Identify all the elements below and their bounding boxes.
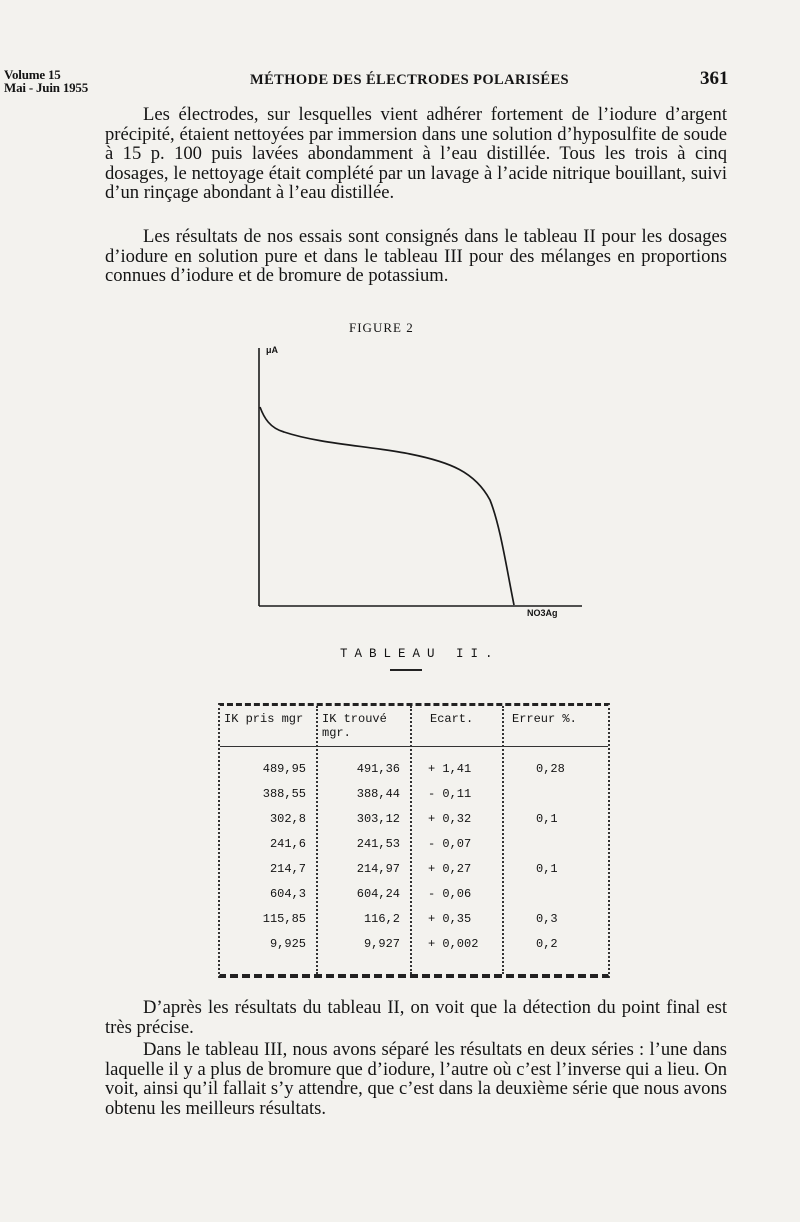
- table-cell: 116,2: [363, 912, 400, 926]
- table-cell: 241,53: [356, 837, 400, 851]
- header-ik-trouve: IK trouvé mgr.: [322, 712, 387, 740]
- table-cell: 115,85: [262, 912, 306, 926]
- table-cell: - 0,11: [428, 787, 472, 801]
- table-cell: 241,6: [269, 837, 306, 851]
- table-cell: 604,3: [269, 887, 306, 901]
- table-ii: [218, 703, 610, 978]
- paragraph-cleaning: Les électrodes, sur lesquelles vient adhérer fortement de l’iodure d’argent précipité, étaient nettoyées par immersion dans une solution d’hyposulfite de soude à 15 p. 100 puis lavées abondamment à l’eau distillée. Tous les trois à cinq dosages, le nettoyage était complété par un lavage à l’acide nitrique bouillant, suivi d’un rinçage abondant à l’eau distillée.: [105, 104, 727, 204]
- table-cell: 0,1: [536, 812, 558, 826]
- x-axis-label: NO3Ag: [527, 608, 558, 618]
- titration-curve-figure: [250, 340, 590, 630]
- table-cell: 491,36: [356, 762, 400, 776]
- y-axis-label: μA: [266, 345, 279, 355]
- table-cell: 9,925: [269, 937, 306, 951]
- table-cell: 489,95: [262, 762, 306, 776]
- table-cell: + 0,27: [428, 862, 472, 876]
- paragraph-series: Dans le tableau III, nous avons séparé les résultats en deux séries : l’une dans laquelle il y a plus de bromure que d’iodure, l’autre où c’est l’inverse qui a lieu. On voit, ainsi qu’il fallait s’y attendre, que c’est dans la deuxième série que nous avons obtenu les meilleurs résultats.: [105, 1039, 727, 1119]
- table-cell: 214,97: [356, 862, 400, 876]
- figure-caption: FIGURE 2: [349, 320, 414, 335]
- table-title: TABLEAU II.: [340, 647, 500, 661]
- table-cell: - 0,06: [428, 887, 472, 901]
- table-cell: 0,2: [536, 937, 558, 951]
- table-cell: 9,927: [363, 937, 400, 951]
- table-cell: 302,8: [269, 812, 306, 826]
- issue-info: [4, 68, 88, 94]
- paragraph-results: Les résultats de nos essais sont consignés dans le tableau II pour les dosages d’iodure en solution pure et dans le tableau III pour des mélanges en proportions connues d’iodure et de bromure de potassium.: [105, 226, 727, 287]
- page-number: 361: [700, 68, 729, 89]
- table-title-rule: [390, 669, 422, 671]
- table-cell: + 0,32: [428, 812, 472, 826]
- header-rule: [220, 746, 608, 747]
- table-cell: + 1,41: [428, 762, 472, 776]
- running-title: MÉTHODE DES ÉLECTRODES POLARISÉES: [250, 72, 569, 88]
- table-cell: 388,44: [356, 787, 400, 801]
- titration-curve-svg: [250, 340, 590, 630]
- table-cell: 0,3: [536, 912, 558, 926]
- header-ik-pris: IK pris mgr: [224, 712, 304, 726]
- issue-date: Mai - Juin 1955: [4, 80, 89, 95]
- table-cell: 214,7: [269, 862, 306, 876]
- table-cell: 0,1: [536, 862, 558, 876]
- table-cell: 388,55: [262, 787, 306, 801]
- table-cell: + 0,35: [428, 912, 472, 926]
- header-erreur: Erreur %.: [512, 712, 577, 726]
- table-cell: + 0,002: [428, 937, 479, 951]
- header-ecart: Ecart.: [430, 712, 474, 726]
- current-curve: [260, 407, 514, 605]
- table-cell: 0,28: [536, 762, 565, 776]
- volume-label: Volume 15: [4, 67, 61, 82]
- table-cell: 604,24: [356, 887, 400, 901]
- table-cell: 303,12: [356, 812, 400, 826]
- paragraph-detection: D’après les résultats du tableau II, on voit que la détection du point final est très précise.: [105, 997, 727, 1038]
- table-cell: - 0,07: [428, 837, 472, 851]
